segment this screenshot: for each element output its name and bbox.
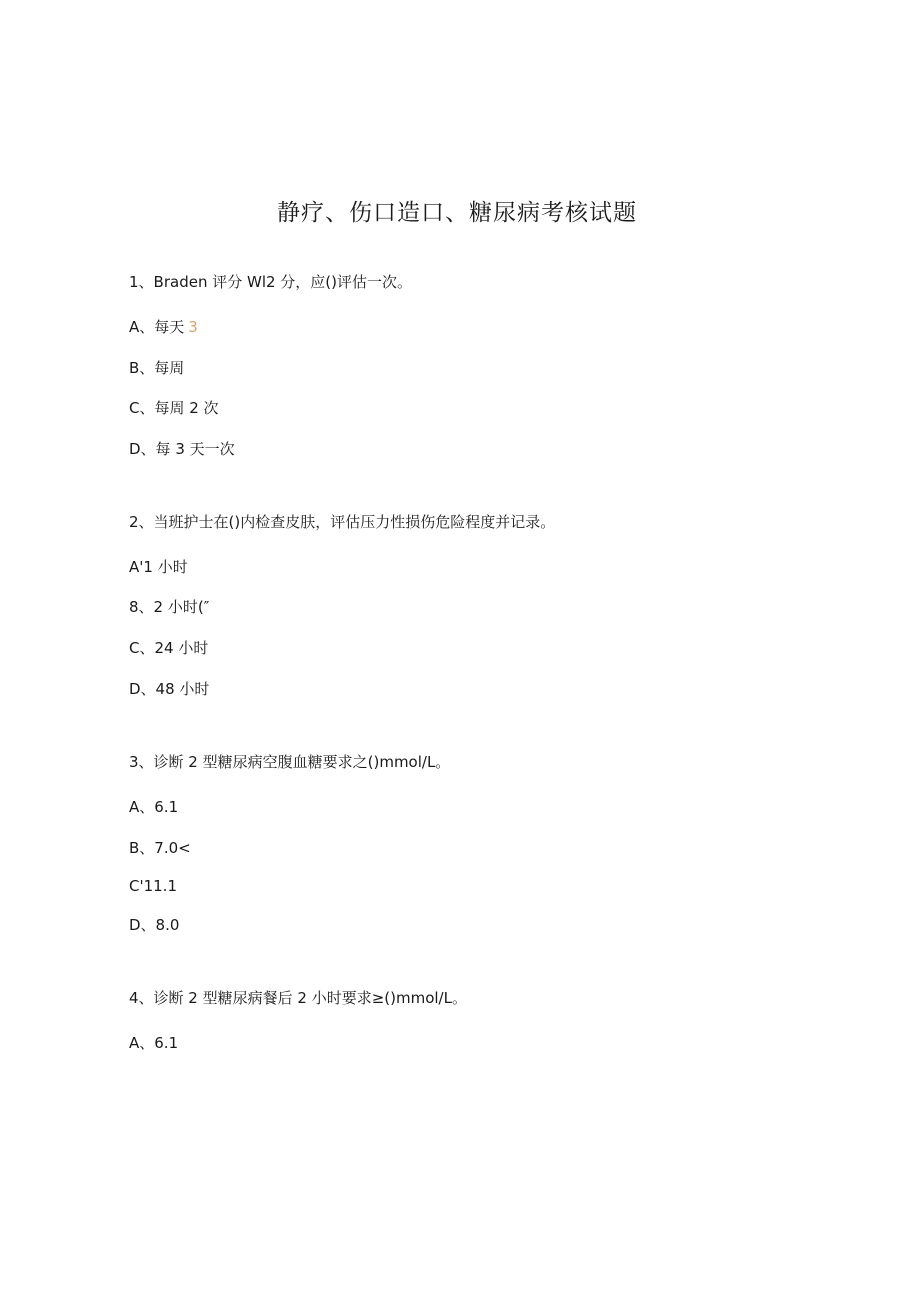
question-2-option-b: 8、2 小时(″ [129, 598, 210, 616]
page-title: 静疗、伤口造口、糖尿病考核试题 [277, 200, 637, 226]
question-1-stem: 1、Braden 评分 Wl2 分，应()评估一次。 [129, 273, 413, 291]
question-2-option-a: A'1 小时 [129, 558, 188, 576]
question-1-option-c: C、每周 2 次 [129, 399, 219, 417]
question-3-option-c: C'11.1 [129, 877, 177, 895]
question-2-option-c: C、24 小时 [129, 639, 209, 657]
question-2-stem: 2、当班护士在()内检查皮肤，评估压力性损伤危险程度并记录。 [129, 513, 556, 531]
question-1-option-b: B、每周 [129, 359, 185, 377]
question-3-option-a: A、6.1 [129, 798, 179, 816]
question-1-option-d: D、每 3 天一次 [129, 440, 235, 458]
question-3-option-b: B、7.0< [129, 839, 191, 857]
option-text: A、每天 [129, 318, 185, 336]
question-1-option-a [129, 317, 198, 337]
question-3-option-d: D、8.0 [129, 916, 180, 934]
question-3-stem: 3、诊断 2 型糖尿病空腹血糖要求之()mmol/L。 [129, 753, 451, 771]
question-2-option-d: D、48 小时 [129, 680, 210, 698]
handwritten-mark: 3 [188, 318, 198, 336]
question-4-stem: 4、诊断 2 型糖尿病餐后 2 小时要求≥()mmol/L。 [129, 989, 467, 1007]
question-4-option-a: A、6.1 [129, 1034, 179, 1052]
